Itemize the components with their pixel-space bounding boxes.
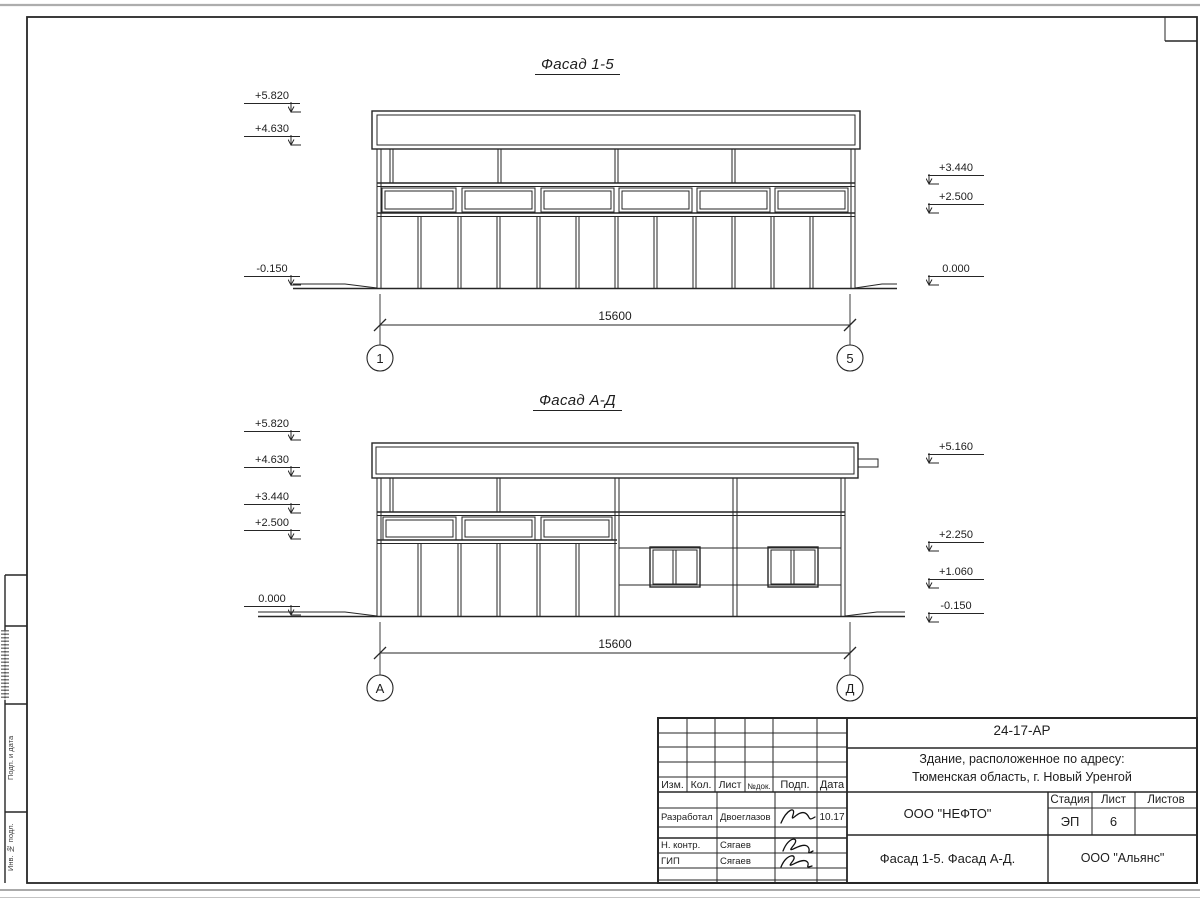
level-arrow-icon: [926, 453, 940, 466]
elevation-value: 0.000: [942, 263, 970, 275]
row3-role: ГИП: [661, 856, 680, 867]
elevation-mark: [928, 162, 984, 176]
level-arrow-icon: [926, 203, 940, 216]
sheet-title: Фасад 1-5. Фасад А-Д.: [879, 851, 1016, 866]
object-address-line2: Тюменская область, г. Новый Уренгой: [912, 770, 1132, 784]
storefront-mullions: [418, 543, 579, 616]
small-window-2: [768, 547, 818, 587]
facade-a-d-drawing: [258, 443, 905, 701]
small-window-1: [650, 547, 700, 587]
elevation-mark: [244, 123, 300, 137]
col-header-podp: Подп.: [780, 779, 810, 791]
level-arrow-icon: [926, 541, 940, 554]
dimension-value-a-d: 15600: [598, 637, 632, 651]
facade-a-d-title-text: Фасад А-Д: [533, 392, 622, 411]
elevation-mark: [928, 529, 984, 543]
elevation-value: +2.500: [255, 517, 289, 529]
elevation-value: 0.000: [258, 593, 286, 605]
elevation-mark: [928, 566, 984, 580]
facade-1-5-drawing: [293, 111, 897, 371]
storefront-mullions: [418, 216, 813, 288]
elevation-value: +4.630: [255, 123, 289, 135]
level-arrow-icon: [926, 612, 940, 625]
side-strip-label-podp-data: Подп. и дата: [6, 735, 15, 781]
col-header-izm: Изм.: [661, 779, 684, 791]
dimension-value-1-5: 15600: [598, 309, 632, 323]
col-header-ndok: №док.: [747, 782, 771, 791]
elevation-mark: [928, 263, 984, 277]
level-arrow-icon: [926, 275, 940, 288]
elevation-mark: [244, 593, 300, 607]
side-strip-label-inv-podl: Инв. № подл.: [6, 823, 15, 872]
row1-date: 10.17: [819, 812, 845, 823]
axis-label-d: Д: [845, 681, 855, 696]
elevation-mark: [244, 418, 300, 432]
col-header-data: Дата: [819, 779, 845, 791]
elevation-value: +2.500: [939, 191, 973, 203]
sheet-value: 6: [1109, 814, 1118, 829]
elevation-mark: [244, 491, 300, 505]
axis-markers-1-5: [367, 345, 863, 371]
axis-markers-a-d: [367, 675, 863, 701]
elevation-value: +1.060: [939, 566, 973, 578]
elevation-mark: [244, 90, 300, 104]
elevation-value: +5.160: [939, 441, 973, 453]
level-arrow-icon: [288, 529, 302, 542]
elevation-mark: [244, 454, 300, 468]
sheets-label: Листов: [1147, 794, 1185, 806]
row2-name: Сягаев: [720, 840, 751, 851]
elevation-mark: [244, 263, 300, 277]
elevation-value: +2.250: [939, 529, 973, 541]
level-arrow-icon: [288, 503, 302, 516]
facade-a-d-title: [490, 392, 665, 409]
side-strip-illegible-text: [1, 630, 9, 700]
transom-windows: [382, 188, 848, 212]
elevation-value: +4.630: [255, 454, 289, 466]
elevation-mark: [928, 441, 984, 455]
facade-1-5-title: [490, 56, 665, 73]
level-arrow-icon: [288, 430, 302, 443]
object-address-line1: Здание, расположенное по адресу:: [919, 752, 1125, 766]
elevation-value: -0.150: [256, 263, 288, 275]
fascia-bracket: [858, 459, 878, 467]
transom-windows: [383, 517, 612, 540]
col-header-kol: Кол.: [690, 779, 712, 791]
row2-role: Н. контр.: [661, 840, 701, 851]
elevation-value: -0.150: [940, 600, 972, 612]
row1-name: Двоеглазов: [720, 812, 771, 823]
row1-role: Разработал: [661, 812, 713, 823]
client-company: ООО "Альянс": [1080, 851, 1165, 865]
design-company: ООО "НЕФТО": [903, 806, 992, 821]
elevation-mark: [244, 517, 300, 531]
level-arrow-icon: [926, 174, 940, 187]
level-arrow-icon: [288, 275, 302, 288]
facade-1-5-title-text: Фасад 1-5: [535, 56, 620, 75]
level-arrow-icon: [288, 135, 302, 148]
level-arrow-icon: [288, 102, 302, 115]
axis-label-5: 5: [846, 351, 854, 366]
stage-label: Стадия: [1050, 794, 1090, 806]
elevation-mark: [928, 191, 984, 205]
doc-number: 24-17-АР: [993, 723, 1051, 738]
axis-label-1: 1: [376, 351, 384, 366]
sheet-label: Лист: [1101, 794, 1126, 806]
elevation-value: +5.820: [255, 90, 289, 102]
stage-value: ЭП: [1060, 814, 1080, 829]
elevation-value: +3.440: [939, 162, 973, 174]
elevation-mark: [928, 600, 984, 614]
level-arrow-icon: [926, 578, 940, 591]
col-header-list: Лист: [718, 779, 742, 791]
axis-label-a: А: [375, 681, 385, 696]
level-arrow-icon: [288, 605, 302, 618]
elevation-value: +5.820: [255, 418, 289, 430]
elevation-value: +3.440: [255, 491, 289, 503]
row3-name: Сягаев: [720, 856, 751, 867]
level-arrow-icon: [288, 466, 302, 479]
